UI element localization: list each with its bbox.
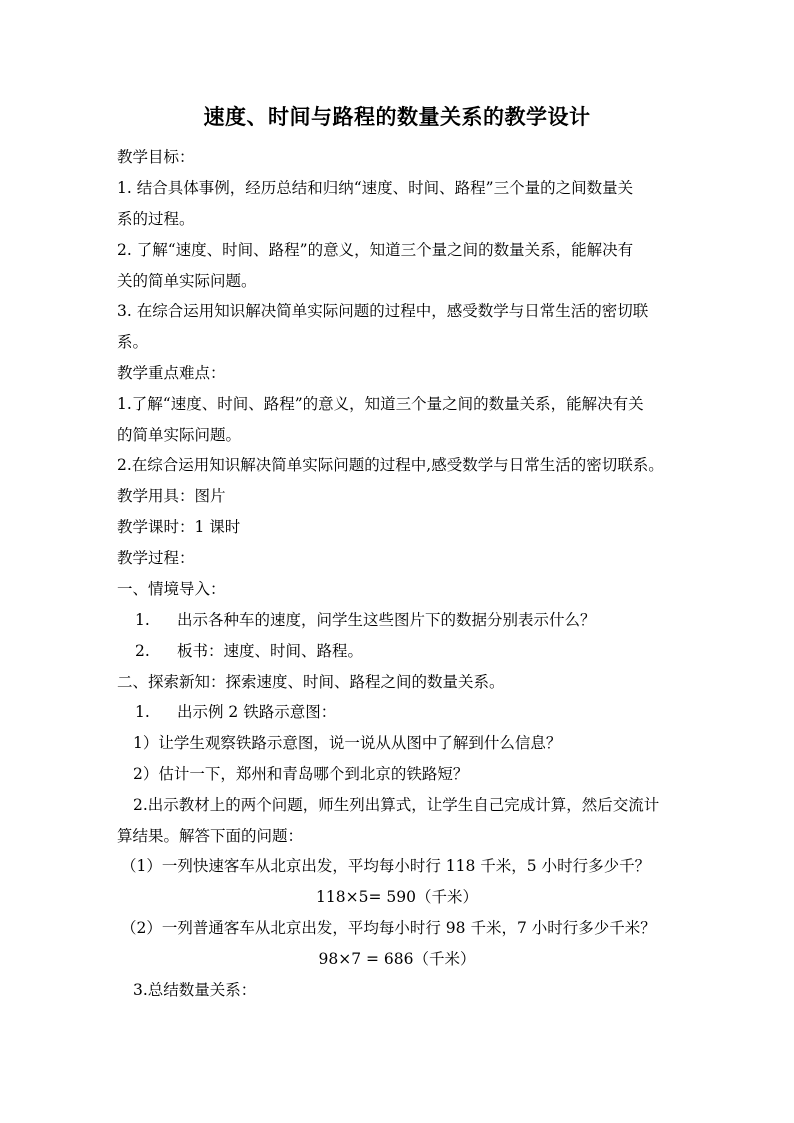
paragraph-line: 2. 了解“速度、时间、路程”的意义，知道三个量之间的数量关系，能解决有: [117, 241, 634, 259]
paragraph-line: 算结果。解答下面的问题：: [117, 827, 304, 845]
document-title: 速度、时间与路程的数量关系的教学设计: [203, 105, 591, 129]
subsection-heading-intro: 一、情境导入：: [117, 580, 226, 598]
problem-line: （1）一列快速客车从北京出发，平均每小时行 118 千米，5 小时行多少千？: [121, 857, 651, 875]
paragraph-line: 3.总结数量关系：: [133, 981, 257, 999]
equation-line: 118×5= 590（千米）: [316, 888, 478, 906]
paragraph-line: 2）估计一下，郑州和青岛哪个到北京的铁路短？: [133, 765, 469, 783]
paragraph-line: 1.了解“速度、时间、路程”的意义，知道三个量之间的数量关系，能解决有关: [117, 395, 644, 413]
section-heading-objectives: 教学目标：: [117, 148, 195, 166]
equation-line: 98×7 = 686（千米）: [318, 950, 476, 968]
paragraph-line: 2.在综合运用知识解决简单实际问题的过程中,感受数学与日常生活的密切联系。: [117, 456, 664, 474]
paragraph-line: 3. 在综合运用知识解决简单实际问题的过程中，感受数学与日常生活的密切联: [117, 302, 649, 320]
paragraph-line: 1）让学生观察铁路示意图，说一说从从图中了解到什么信息？: [133, 734, 562, 752]
subsection-heading-explore: 二、探索新知：探索速度、时间、路程之间的数量关系。: [117, 673, 505, 691]
section-heading-process: 教学过程：: [117, 549, 195, 567]
list-item-number: 2.: [135, 642, 150, 660]
list-item-text: 板书：速度、时间、路程。: [177, 642, 364, 660]
list-item-number: 1.: [135, 703, 150, 721]
paragraph-line: 系的过程。: [117, 210, 195, 228]
list-item-text: 出示各种车的速度，问学生这些图片下的数据分别表示什么？: [177, 611, 596, 629]
list-item-text: 出示例 2 铁路示意图：: [177, 703, 337, 721]
paragraph-line: 的简单实际问题。: [117, 426, 242, 444]
list-item: [135, 701, 336, 723]
paragraph-line: 系。: [117, 333, 149, 351]
list-item-number: 1.: [135, 611, 150, 629]
section-heading-key-points: 教学重点难点：: [117, 364, 226, 382]
paragraph-line: 2.出示教材上的两个问题，师生列出算式，让学生自己完成计算，然后交流计: [133, 796, 660, 814]
section-heading-lessons: 教学课时：1 课时: [117, 518, 241, 536]
list-item: [135, 609, 596, 631]
paragraph-line: 关的简单实际问题。: [117, 272, 257, 290]
section-heading-tools: 教学用具：图片: [117, 487, 226, 505]
paragraph-line: 1. 结合具体事例，经历总结和归纳“速度、时间、路程”三个量的之间数量关: [117, 179, 634, 197]
problem-line: （2）一列普通客车从北京出发，平均每小时行 98 千米，7 小时行多少千米？: [121, 919, 656, 937]
list-item: [135, 640, 363, 662]
